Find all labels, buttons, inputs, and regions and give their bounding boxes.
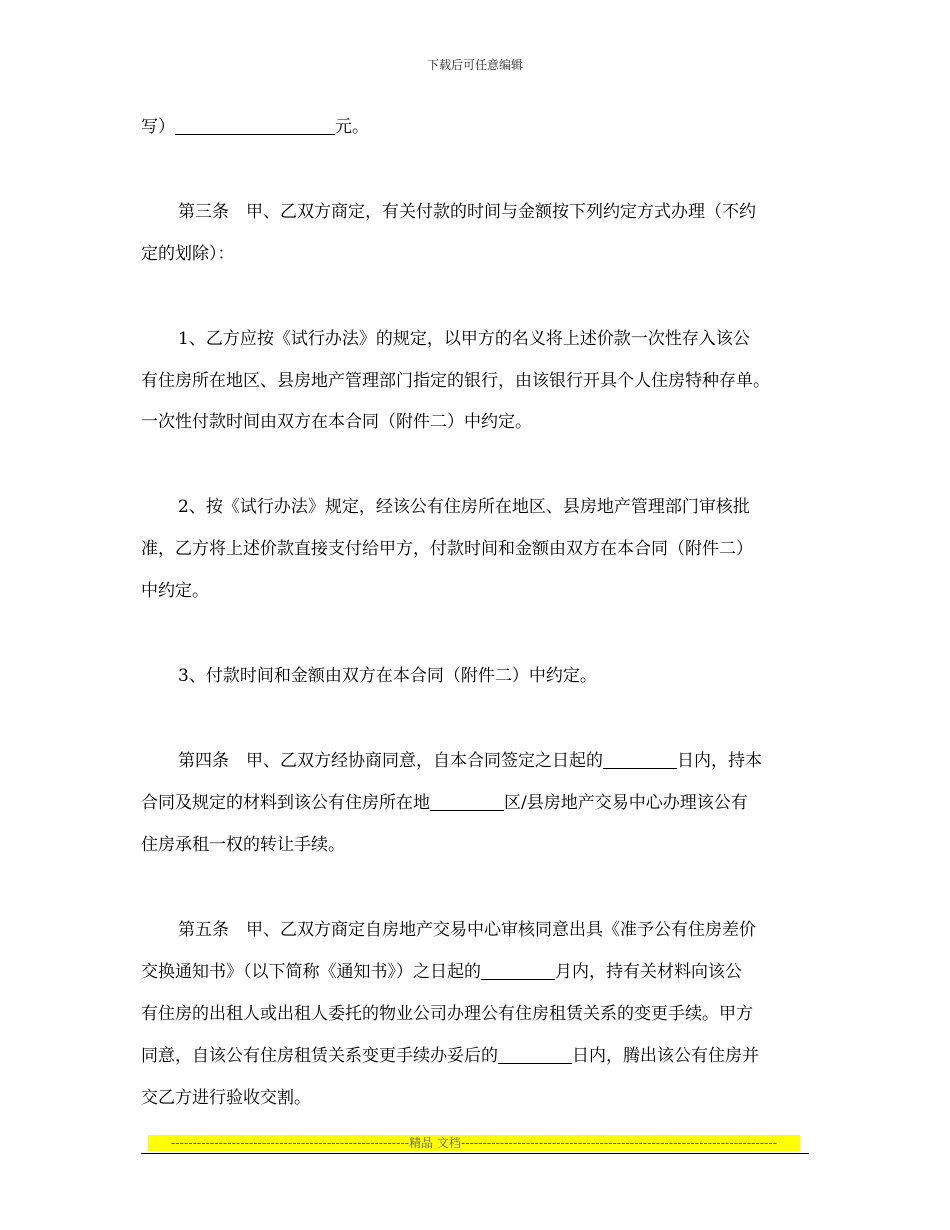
article4-line1 [178,750,762,772]
clause1-line1: 1、乙方应按《试行办法》的规定，以甲方的名义将上述价款一次性存入该公 [178,329,750,349]
article5-line2-post: 月内，持有关材料向该公 [555,962,742,982]
vacate-days-blank[interactable] [498,1047,572,1064]
clause1-line3: 一次性付款时间由双方在本合同（附件二）中约定。 [141,412,532,432]
clause2-line1: 2、按《试行办法》规定，经该公有住房所在地区、县房地产管理部门审核批 [178,497,750,517]
amount-suffix: 元。 [335,117,369,137]
district-blank[interactable] [430,794,504,811]
article4-line3: 住房承租一权的转让手续。 [141,835,345,855]
article3-line2: 定的划除）： [141,244,235,264]
footer-banner: -------------------------------------------------------精品 文档------------------------------------------------------------------------- [148,1135,800,1151]
page-header: 下载后可任意编辑 [426,58,523,72]
amount-prefix: 写） [141,117,175,137]
article4-line2-pre: 合同及规定的材料到该公有住房所在地 [141,793,430,813]
clause1-line2: 有住房所在地区、县房地产管理部门指定的银行，由该银行开具个人住房特种存单。 [141,371,770,391]
article5-line3: 有住房的出租人或出租人委托的物业公司办理公有住房租赁关系的变更手续。甲方 [141,1004,753,1024]
article5-line4-post: 日内，腾出该公有住房并 [572,1046,759,1066]
clause2-line2: 准，乙方将上述价款直接支付给甲方，付款时间和金额由双方在本合同（附件二） [141,539,753,559]
article4-line2-post: 区/县房地产交易中心办理该公有 [504,793,748,813]
days-blank[interactable] [603,752,677,769]
article5-line1: 第五条 甲、乙双方商定自房地产交易中心审核同意出具《准予公有住房差价 [178,920,756,940]
article5-line2 [141,961,742,983]
amount-line [141,116,369,138]
article3-line1: 第三条 甲、乙双方商定，有关付款的时间与金额按下列约定方式办理（不约 [178,202,756,222]
months-blank[interactable] [481,963,555,980]
article4-line1-post: 日内，持本 [677,751,762,771]
article4-line1-pre: 第四条 甲、乙双方经协商同意，自本合同签定之日起的 [178,751,603,771]
amount-blank[interactable] [175,118,335,135]
article5-line4 [141,1045,759,1067]
article5-line5: 交乙方进行验收交割。 [141,1088,311,1108]
article5-line2-pre: 交换通知书》（以下简称《通知书》）之日起的 [141,962,481,982]
footer-divider [141,1153,809,1154]
clause3-line1: 3、付款时间和金额由双方在本合同（附件二）中约定。 [178,666,597,686]
clause2-line3: 中约定。 [141,581,209,601]
article5-line4-pre: 同意，自该公有住房租赁关系变更手续办妥后的 [141,1046,498,1066]
article4-line2 [141,792,748,814]
